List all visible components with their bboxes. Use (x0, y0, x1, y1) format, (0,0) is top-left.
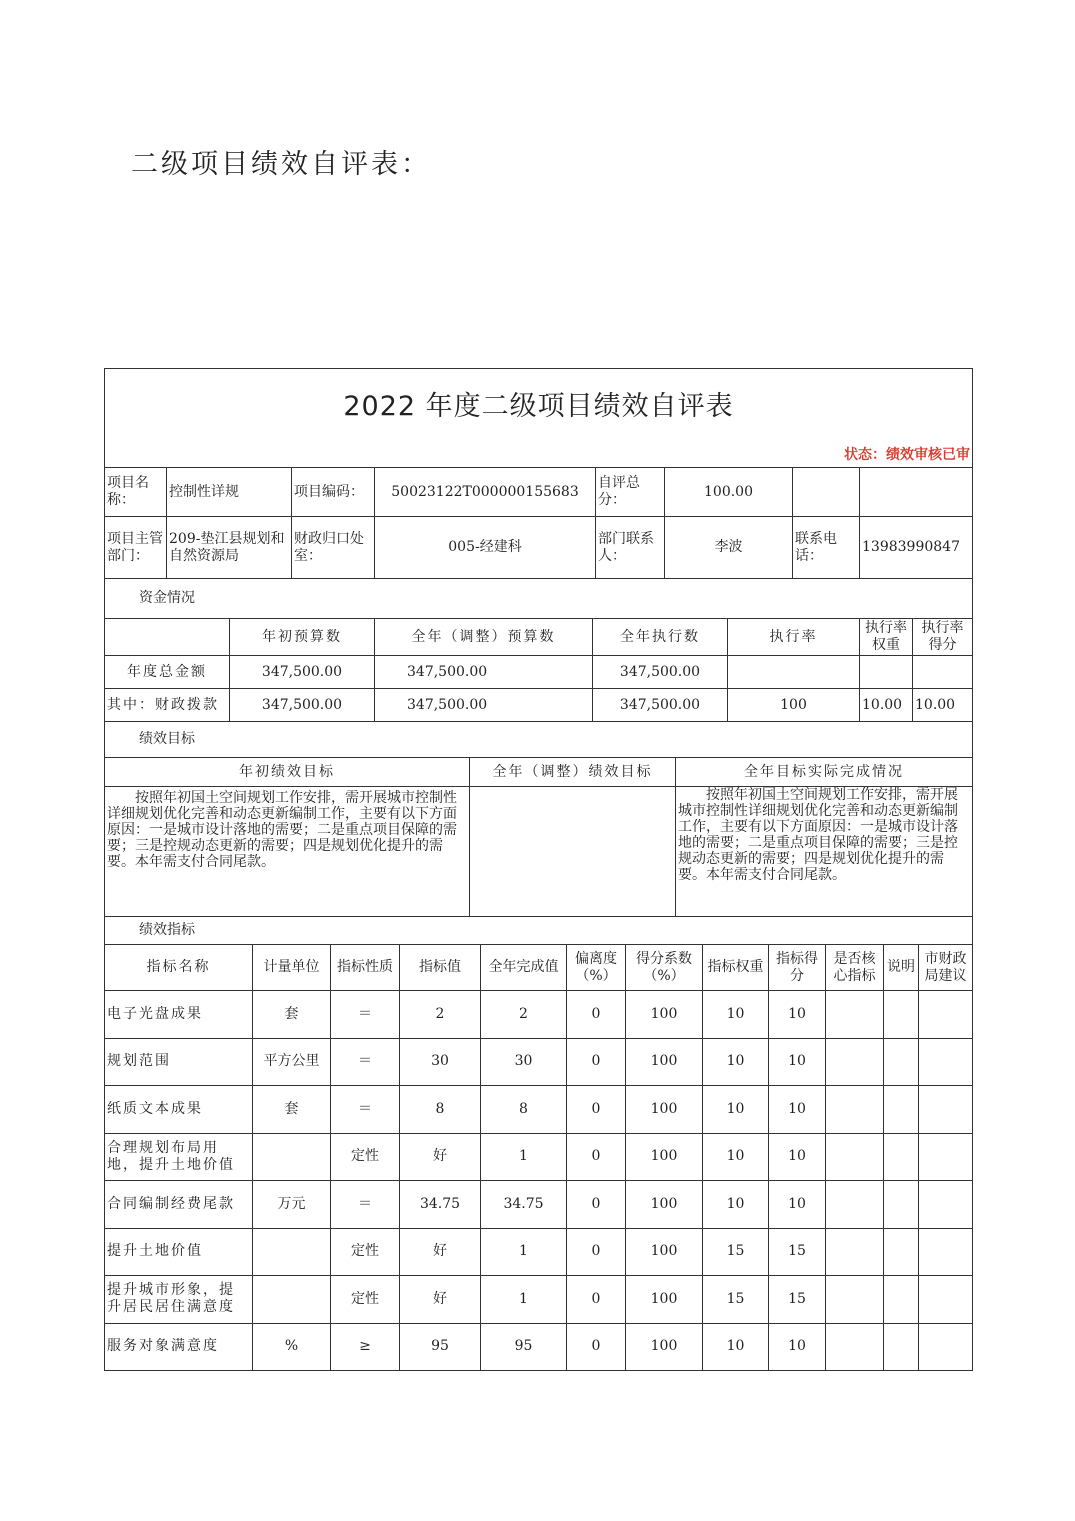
table-row (105, 1323, 973, 1371)
project-code-value: 50023122T000000155683 (375, 468, 596, 517)
indicator-core (826, 1323, 884, 1371)
phone-value: 13983990847 (860, 517, 973, 579)
indicator-deviation: 0 (567, 1276, 626, 1324)
funds-header-empty (105, 619, 230, 656)
indicator-unit: % (253, 1323, 331, 1371)
indicator-target: 34.75 (400, 1181, 481, 1229)
table-row (105, 1181, 973, 1229)
goals-header-adjusted: 全年（调整）绩效目标 (470, 758, 676, 787)
indicator-advice (919, 1086, 973, 1134)
page-heading: 二级项目绩效自评表： (131, 149, 431, 180)
indicator-weight: 10 (703, 1038, 769, 1086)
form-header-table (104, 368, 973, 619)
ind-header-weight: 指标权重 (703, 945, 769, 991)
funds-row-rate (728, 656, 860, 689)
table-row (105, 1276, 973, 1324)
indicator-name: 规划范围 (105, 1038, 253, 1086)
indicator-target: 2 (400, 991, 481, 1039)
indicator-nature: ＝ (331, 1181, 400, 1229)
indicator-coef: 100 (626, 1181, 703, 1229)
goals-header-actual: 全年目标实际完成情况 (676, 758, 973, 787)
table-row (105, 689, 973, 722)
indicator-core (826, 1133, 884, 1181)
indicator-actual: 1 (481, 1276, 567, 1324)
indicator-note (884, 1323, 919, 1371)
goals-table (104, 757, 973, 945)
funds-row-executed: 347,500.00 (593, 656, 728, 689)
funds-row-weight (860, 656, 913, 689)
indicator-deviation: 0 (567, 1323, 626, 1371)
form-title: 2022 年度二级项目绩效自评表 (105, 369, 973, 445)
indicator-actual: 2 (481, 991, 567, 1039)
ind-header-deviation: 偏离度（%） (567, 945, 626, 991)
status-badge: 状态：绩效审核已审 (105, 445, 973, 468)
indicator-note (884, 1038, 919, 1086)
indicator-name: 纸质文本成果 (105, 1086, 253, 1134)
indicator-score: 10 (769, 1133, 826, 1181)
indicator-actual: 1 (481, 1228, 567, 1276)
indicator-advice (919, 1323, 973, 1371)
indicator-name: 提升土地价值 (105, 1228, 253, 1276)
indicator-unit (253, 1276, 331, 1324)
indicator-target: 30 (400, 1038, 481, 1086)
indicator-advice (919, 1276, 973, 1324)
funds-header-weight: 执行率权重 (860, 619, 913, 656)
ind-header-target: 指标值 (400, 945, 481, 991)
indicator-actual: 34.75 (481, 1181, 567, 1229)
indicator-deviation: 0 (567, 991, 626, 1039)
indicator-coef: 100 (626, 1086, 703, 1134)
goals-section-label: 绩效目标 (105, 722, 973, 758)
phone-label: 联系电话： (793, 517, 860, 579)
indicator-target: 好 (400, 1276, 481, 1324)
self-score-label: 自评总分： (596, 468, 665, 517)
indicator-coef: 100 (626, 991, 703, 1039)
indicator-weight: 10 (703, 1086, 769, 1134)
indicator-actual: 1 (481, 1133, 567, 1181)
indicator-nature: 定性 (331, 1228, 400, 1276)
indicator-score: 10 (769, 1181, 826, 1229)
indicator-weight: 15 (703, 1228, 769, 1276)
contact-value: 李波 (665, 517, 793, 579)
indicator-weight: 10 (703, 1181, 769, 1229)
indicator-deviation: 0 (567, 1228, 626, 1276)
indicator-advice (919, 1181, 973, 1229)
dept-value: 209-垫江县规划和自然资源局 (167, 517, 292, 579)
funds-row-weight: 10.00 (860, 689, 913, 722)
indicator-target: 好 (400, 1228, 481, 1276)
indicator-name: 合同编制经费尾款 (105, 1181, 253, 1229)
indicator-nature: ≥ (331, 1323, 400, 1371)
indicator-core (826, 991, 884, 1039)
table-row (105, 991, 973, 1039)
indicator-core (826, 1228, 884, 1276)
dept-label: 项目主管部门： (105, 517, 167, 579)
indicator-note (884, 1276, 919, 1324)
office-value: 005-经建科 (375, 517, 596, 579)
indicator-unit: 套 (253, 991, 331, 1039)
funds-header-adjusted: 全年（调整）预算数 (375, 619, 593, 656)
indicators-table (104, 944, 973, 1371)
goal-initial-text: 按照年初国土空间规划工作安排，需开展城市控制性详细规划优化完善和动态更新编制工作，主要有以下方面原因：一是城市设计落地的需要；二是重点项目保障的需要；三是控规动态更新的需要；四是规划优化提升的需要。本年需支付合同尾款。 (105, 787, 470, 917)
indicator-nature: 定性 (331, 1276, 400, 1324)
empty-cell (860, 468, 973, 517)
indicator-weight: 10 (703, 1323, 769, 1371)
indicator-coef: 100 (626, 1323, 703, 1371)
funds-header-score: 执行率得分 (913, 619, 973, 656)
indicator-note (884, 1181, 919, 1229)
indicator-unit (253, 1228, 331, 1276)
ind-header-note: 说明 (884, 945, 919, 991)
ind-header-unit: 计量单位 (253, 945, 331, 991)
indicator-unit (253, 1133, 331, 1181)
indicator-unit: 平方公里 (253, 1038, 331, 1086)
table-row (105, 1133, 973, 1181)
indicator-coef: 100 (626, 1133, 703, 1181)
indicator-nature: ＝ (331, 991, 400, 1039)
table-row (105, 1086, 973, 1134)
funds-section-label: 资金情况 (105, 579, 973, 619)
table-row (105, 656, 973, 689)
indicator-core (826, 1038, 884, 1086)
indicator-nature: ＝ (331, 1086, 400, 1134)
funds-row-executed: 347,500.00 (593, 689, 728, 722)
funds-row-rate: 100 (728, 689, 860, 722)
indicator-actual: 30 (481, 1038, 567, 1086)
contact-label: 部门联系人： (596, 517, 665, 579)
self-score-value: 100.00 (665, 468, 793, 517)
indicator-actual: 8 (481, 1086, 567, 1134)
funds-row-adjusted: 347,500.00 (375, 656, 593, 689)
indicator-name: 提升城市形象，提升居民居住满意度 (105, 1276, 253, 1324)
indicator-nature: 定性 (331, 1133, 400, 1181)
funds-table (104, 618, 973, 758)
table-row (105, 1038, 973, 1086)
indicator-name: 电子光盘成果 (105, 991, 253, 1039)
project-name-value: 控制性详规 (167, 468, 292, 517)
indicator-weight: 10 (703, 1133, 769, 1181)
funds-row-adjusted: 347,500.00 (375, 689, 593, 722)
indicator-target: 好 (400, 1133, 481, 1181)
indicator-coef: 100 (626, 1228, 703, 1276)
indicator-unit: 万元 (253, 1181, 331, 1229)
indicator-score: 10 (769, 1038, 826, 1086)
indicator-advice (919, 1038, 973, 1086)
funds-row-initial: 347,500.00 (230, 656, 375, 689)
goal-adjusted-text (470, 787, 676, 917)
funds-row-score: 10.00 (913, 689, 973, 722)
indicator-advice (919, 991, 973, 1039)
indicator-score: 15 (769, 1228, 826, 1276)
indicator-core (826, 1276, 884, 1324)
indicator-target: 95 (400, 1323, 481, 1371)
indicator-unit: 套 (253, 1086, 331, 1134)
indicator-actual: 95 (481, 1323, 567, 1371)
indicators-section-label: 绩效指标 (105, 917, 973, 945)
indicator-advice (919, 1228, 973, 1276)
evaluation-form (104, 368, 972, 1371)
indicator-score: 10 (769, 991, 826, 1039)
goal-actual-text: 按照年初国土空间规划工作安排，需开展城市控制性详细规划优化完善和动态更新编制工作，主要有以下方面原因：一是城市设计落地的需要；二是重点项目保障的需要；三是控规动态更新的需要；四是规划优化提升的需要。本年需支付合同尾款。 (676, 787, 973, 917)
indicator-name: 服务对象满意度 (105, 1323, 253, 1371)
indicators-body (105, 991, 973, 1371)
ind-header-actual: 全年完成值 (481, 945, 567, 991)
ind-header-coef: 得分系数（%） (626, 945, 703, 991)
funds-row-initial: 347,500.00 (230, 689, 375, 722)
ind-header-nature: 指标性质 (331, 945, 400, 991)
indicator-score: 15 (769, 1276, 826, 1324)
indicator-core (826, 1181, 884, 1229)
project-code-label: 项目编码： (292, 468, 375, 517)
ind-header-core: 是否核心指标 (826, 945, 884, 991)
indicator-weight: 10 (703, 991, 769, 1039)
indicator-coef: 100 (626, 1038, 703, 1086)
indicator-weight: 15 (703, 1276, 769, 1324)
office-label: 财政归口处室： (292, 517, 375, 579)
funds-header-executed: 全年执行数 (593, 619, 728, 656)
indicator-advice (919, 1133, 973, 1181)
indicator-deviation: 0 (567, 1133, 626, 1181)
funds-row-score (913, 656, 973, 689)
ind-header-name: 指标名称 (105, 945, 253, 991)
indicator-score: 10 (769, 1323, 826, 1371)
indicator-core (826, 1086, 884, 1134)
indicator-nature: ＝ (331, 1038, 400, 1086)
indicator-note (884, 1228, 919, 1276)
funds-row-label: 其中：财政拨款 (105, 689, 230, 722)
indicator-note (884, 1086, 919, 1134)
indicator-deviation: 0 (567, 1038, 626, 1086)
ind-header-advice: 市财政局建议 (919, 945, 973, 991)
indicator-deviation: 0 (567, 1086, 626, 1134)
funds-row-label: 年度总金额 (105, 656, 230, 689)
indicator-note (884, 1133, 919, 1181)
ind-header-score: 指标得分 (769, 945, 826, 991)
indicator-score: 10 (769, 1086, 826, 1134)
funds-header-rate: 执行率 (728, 619, 860, 656)
indicator-target: 8 (400, 1086, 481, 1134)
project-name-label: 项目名称： (105, 468, 167, 517)
table-row (105, 1228, 973, 1276)
indicator-note (884, 991, 919, 1039)
goals-header-initial: 年初绩效目标 (105, 758, 470, 787)
funds-header-initial: 年初预算数 (230, 619, 375, 656)
indicator-name: 合理规划布局用地，提升土地价值 (105, 1133, 253, 1181)
empty-cell (793, 468, 860, 517)
indicator-deviation: 0 (567, 1181, 626, 1229)
indicator-coef: 100 (626, 1276, 703, 1324)
